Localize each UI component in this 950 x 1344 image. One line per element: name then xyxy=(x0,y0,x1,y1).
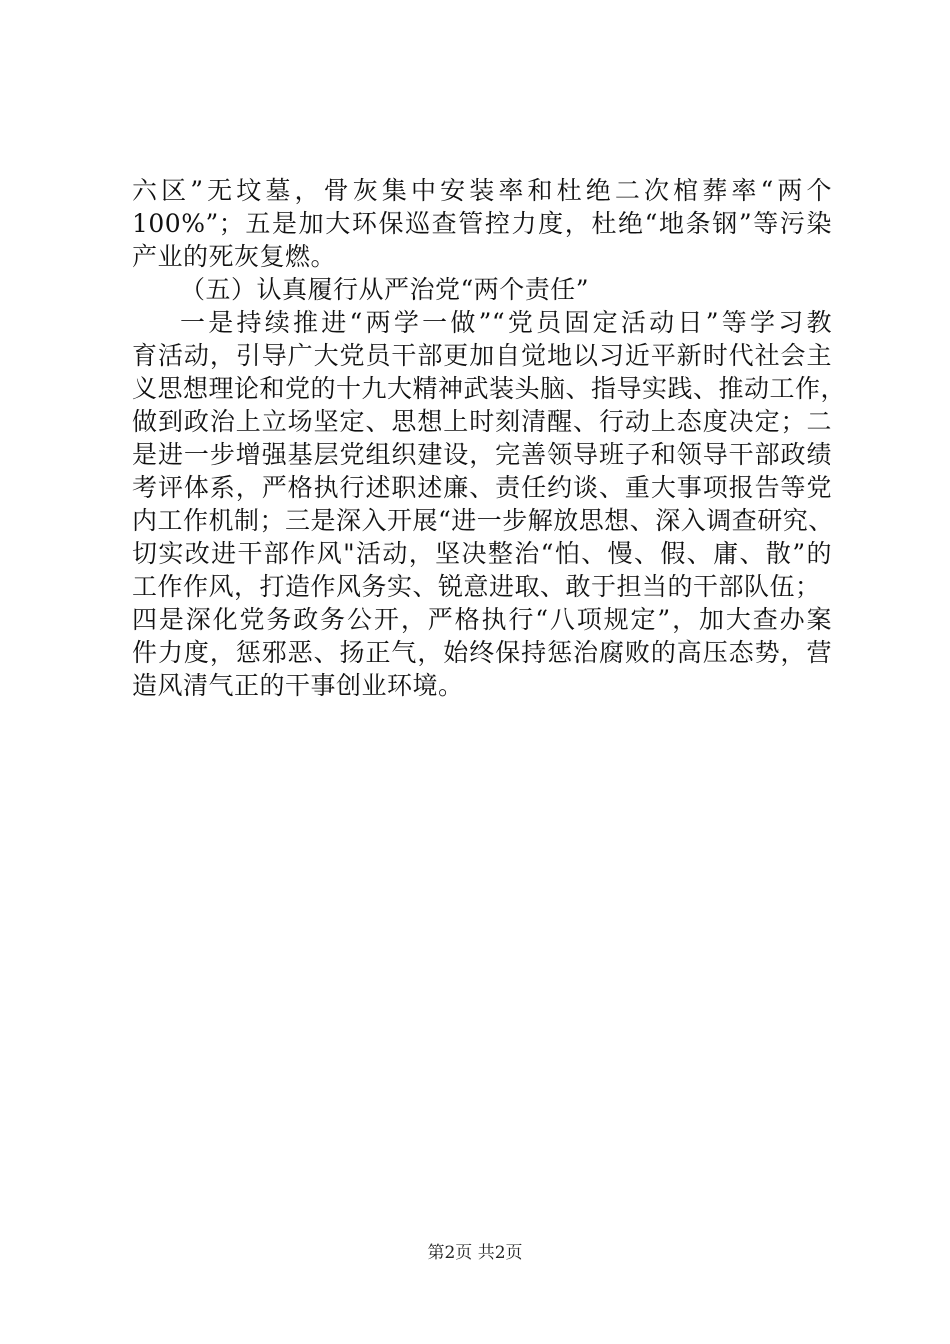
text-line-13: 工作作风，打造作风务实、锐意进取、敢于担当的干部队伍； xyxy=(132,572,821,601)
text-line-6: 育活动，引导广大党员干部更加自觉地以习近平新时代社会主 xyxy=(132,341,832,370)
text-line-8: 做到政治上立场坚定、思想上时刻清醒、行动上态度决定；二 xyxy=(132,407,832,436)
text-line-16: 造风清气正的干事创业环境。 xyxy=(132,671,464,700)
text-line-11: 内工作机制；三是深入开展“进一步解放思想、深入调查研究、 xyxy=(132,506,834,535)
text-line-3: 产业的死灰复燃。 xyxy=(132,242,337,271)
text-line-14: 四是深化党务政务公开，严格执行“八项规定”，加大查办案 xyxy=(132,605,832,634)
text-line-15: 件力度，惩邪恶、扬正气，始终保持惩治腐败的高压态势，营 xyxy=(132,638,832,667)
text-line-2: 100%”；五是加大环保巡查管控力度，杜绝“地条钢”等污染 xyxy=(132,209,832,238)
page-number-footer: 第2页 共2页 xyxy=(427,1243,523,1263)
text-line-1: 六区”无坟墓，骨灰集中安装率和杜绝二次棺葬率“两个 xyxy=(132,176,832,205)
section-heading: （五）认真履行从严治党“两个责任” xyxy=(180,275,590,304)
text-line-7: 义思想理论和党的十九大精神武装头脑、指导实践、推动工作， xyxy=(132,374,847,403)
text-line-5: 一是持续推进“两学一做”“党员固定活动日”等学习教 xyxy=(180,308,832,337)
text-line-10: 考评体系，严格执行述职述廉、责任约谈、重大事项报告等党 xyxy=(132,473,832,502)
text-line-12: 切实改进干部作风"活动，坚决整治“怕、慢、假、庸、散”的 xyxy=(132,539,832,568)
text-line-9: 是进一步增强基层党组织建设，完善领导班子和领导干部政绩 xyxy=(132,440,832,469)
